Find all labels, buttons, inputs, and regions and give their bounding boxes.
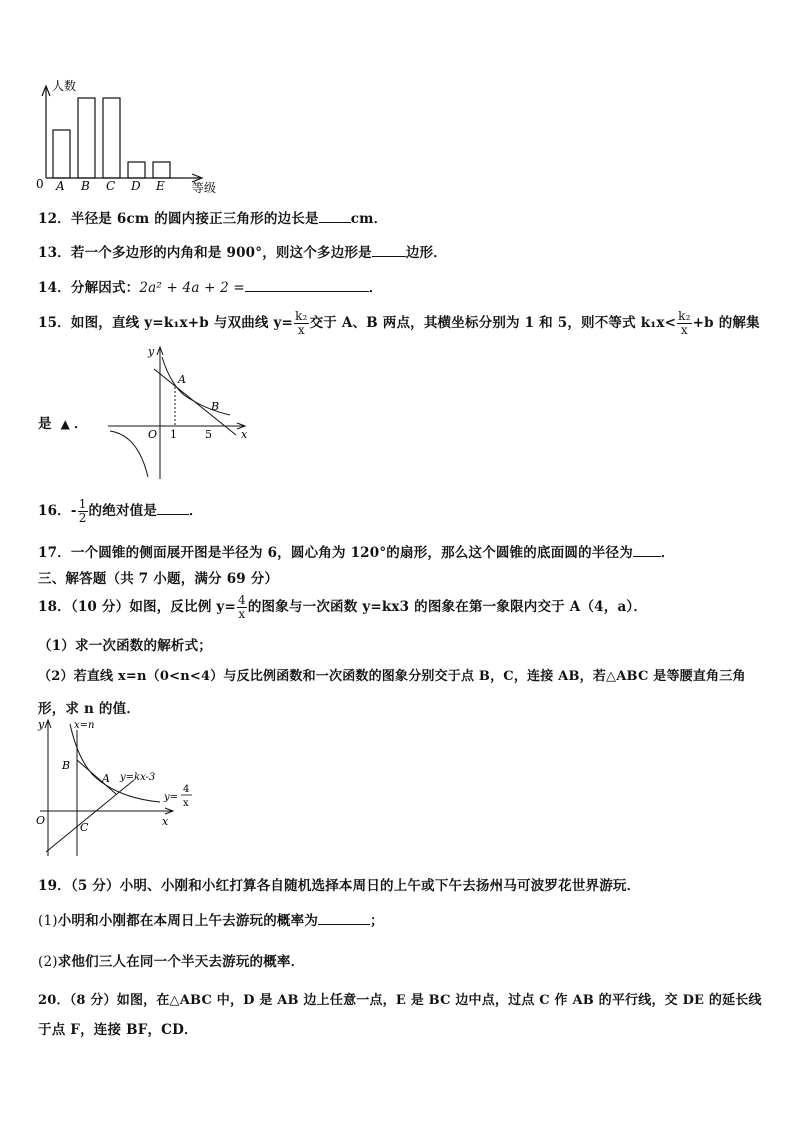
label-x-eq-n: x=n: [74, 720, 95, 731]
bar-A: [53, 130, 70, 178]
answer-blank-16[interactable]: [157, 500, 189, 515]
question-17: 17．一个圆锥的侧面展开图是半径为 6，圆心角为 120°的扇形，那么这个圆锥的底面圆的半径为 ．: [38, 541, 675, 561]
category-label-B: B: [81, 179, 90, 193]
question-19-part-1: (1)小明和小刚都在本周日上午去游玩的概率为 ；: [38, 909, 384, 929]
line-kx-3: [46, 780, 134, 852]
label-o: O: [36, 814, 46, 827]
question-13: 13．若一个多边形的内角和是 900°，则这个多边形是 边形．: [38, 241, 447, 261]
question-18: 18．（10 分）如图，反比例 y= $\frac{4}{x}$ 的图象与一次函数 y=kx3 的图象在第一象限内交于 A（4，a）．: [38, 593, 648, 621]
bar-B: [78, 98, 95, 178]
fraction-k2-over-x: $\frac{\text{k₂}}{x}$: [295, 309, 308, 337]
question-14: 14．分解因式：2a² + 4a + 2 = ．: [38, 276, 383, 296]
label-c: C: [80, 821, 89, 834]
question-18-part-2-cont: 形，求 n 的值．: [38, 701, 141, 717]
answer-blank-17[interactable]: [633, 542, 661, 557]
question-18-part-1: （1）求一次函数的解析式；: [38, 638, 212, 654]
hyperbola-branch-2: [110, 431, 148, 477]
fraction-4-over-x: $\frac{4}{x}$: [237, 593, 246, 621]
hyperbola-branch-1: [162, 357, 230, 415]
category-label-C: C: [106, 179, 116, 193]
label-curve-num: 4: [183, 784, 190, 795]
curve-4-over-x: [70, 724, 160, 802]
question-19: 19．（5 分）小明、小刚和小红打算各自随机选择本周日的上午或下午去扬州马可波罗花世界游玩．: [38, 878, 641, 894]
fraction-one-half: $\frac{1}{2}$: [78, 497, 87, 525]
category-label-A: A: [56, 179, 65, 193]
answer-blank-19[interactable]: [318, 910, 370, 925]
label-line: y=kx-3: [120, 772, 156, 783]
bar-chart-figure: [30, 74, 230, 198]
question-15-answer: 是 ▲ ．: [38, 416, 88, 432]
category-label-E: E: [156, 179, 165, 193]
x-axis-label: 等级: [192, 181, 217, 195]
tick-1: 1: [170, 428, 177, 441]
bar-E: [153, 162, 170, 178]
label-a: A: [102, 772, 110, 785]
label-curve-den: x: [183, 798, 189, 809]
bar-C: [103, 98, 120, 178]
label-b: B: [62, 759, 71, 772]
question-20-cont: 于点 F，连接 BF，CD．: [38, 1022, 198, 1038]
answer-triangle-mark[interactable]: ▲: [60, 417, 71, 431]
label-y: y: [148, 345, 155, 358]
label-x: x: [241, 428, 248, 441]
question-16: 16．- $\frac{1}{2}$ 的绝对值是 ．: [38, 497, 203, 525]
question-20: 20．（8 分）如图，在△ABC 中，D 是 AB 边上任意一点，E 是 BC 边中点，过点 C 作 AB 的平行线，交 DE 的延长线: [38, 993, 762, 1008]
question-15: 15．如图，直线 y=k₁x+b 与双曲线 y= $\frac{\text{k₂}}{x}$ 交于 A、B 两点，其横坐标分别为 1 和 5，则不等式 k₁x< $\frac{\text{k₂}}{x}$ +b 的解集: [38, 309, 760, 337]
origin-label: 0: [36, 177, 44, 191]
label-b: B: [211, 400, 220, 413]
label-a: A: [178, 373, 186, 386]
answer-blank-14[interactable]: [245, 277, 369, 292]
question-18-part-2: （2）若直线 x=n（0<n<4）与反比例函数和一次函数的图象分别交于点 B，C，连接 AB，若△ABC 是等腰直角三角: [38, 669, 746, 684]
label-curve-prefix: y=: [164, 792, 179, 803]
q18-figure: [32, 716, 202, 862]
fraction-k2-over-x-2: $\frac{\text{k₂}}{x}$: [678, 309, 691, 337]
tick-5: 5: [205, 428, 212, 441]
question-12: 12．半径是 6cm 的圆内接正三角形的边长是 cm．: [38, 207, 387, 227]
q15-figure: [104, 343, 254, 483]
answer-blank-13[interactable]: [372, 242, 406, 257]
section-3-title: 三、解答题（共 7 小题，满分 69 分）: [38, 571, 279, 587]
answer-blank-12[interactable]: [319, 208, 351, 223]
label-y: y: [38, 718, 45, 731]
category-label-D: D: [131, 179, 141, 193]
label-o: O: [148, 428, 158, 441]
bar-D: [128, 162, 145, 178]
line-k1x-b: [154, 369, 236, 435]
y-axis-label: 人数: [52, 79, 77, 93]
label-x: x: [162, 815, 169, 828]
question-19-part-2: (2)求他们三人在同一个半天去游玩的概率．: [38, 954, 305, 970]
segment-ab: [77, 760, 116, 794]
